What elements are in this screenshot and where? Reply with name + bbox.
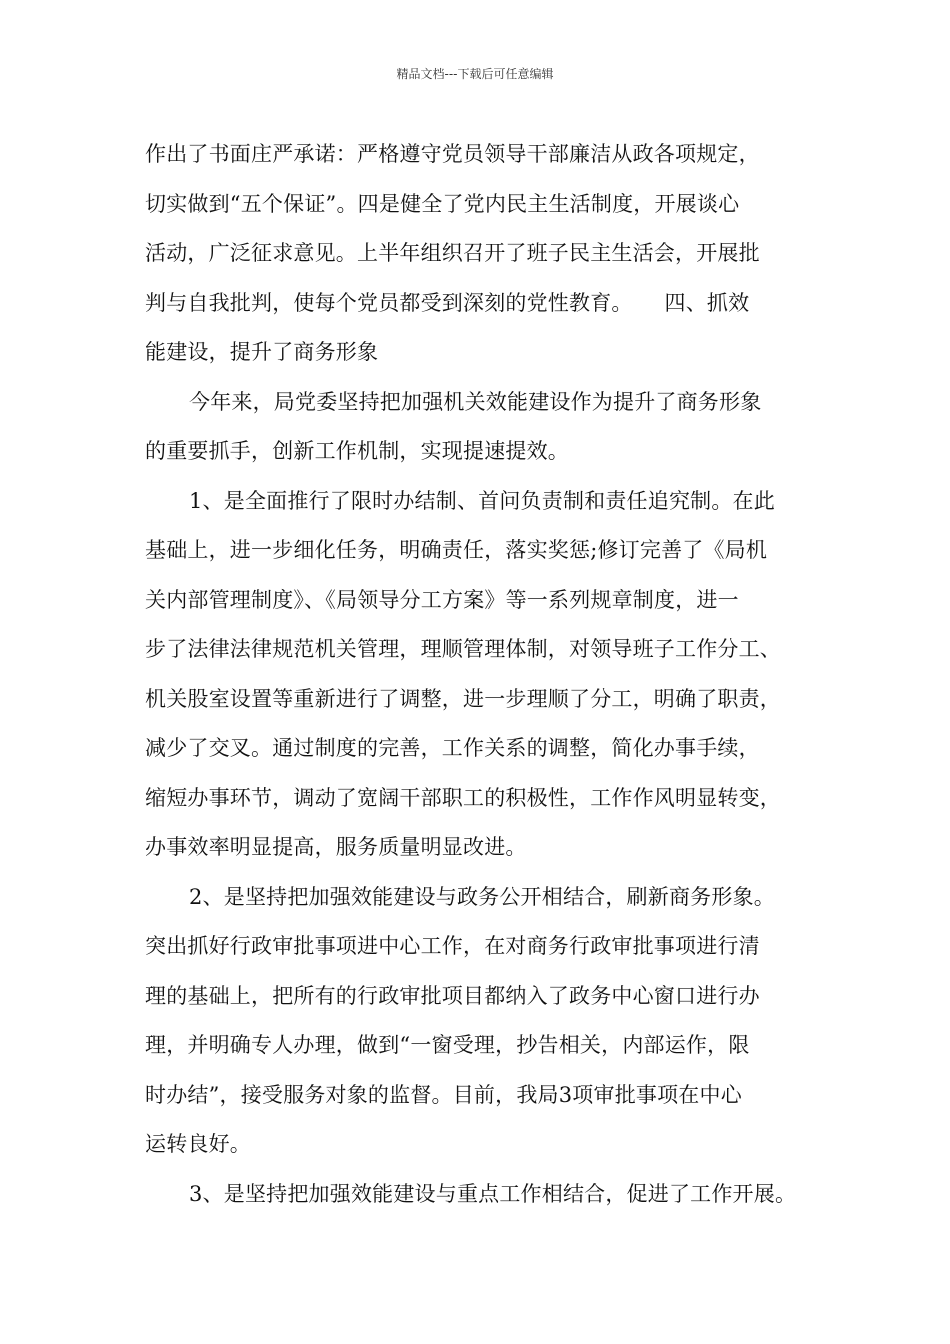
text-line: 关内部管理制度》、《局领导分工方案》等一系列规章制度，进一 [145,587,739,612]
text-line: 减少了交叉。通过制度的完善，工作关系的调整，简化办事手续， [145,736,760,760]
text-line: 基础上，进一步细化任务，明确责任，落实奖惩;修订完善了《局机 [145,538,768,562]
text-line: 步了法律法律规范机关管理，理顺管理体制，对领导班子工作分工、 [145,637,781,661]
text-line: 办事效率明显提高，服务质量明显改进。 [145,835,527,859]
text-line: 的重要抓手，创新工作机制，实现提速提效。 [145,439,569,463]
text-line: 切实做到“五个保证”。四是健全了党内民主生活制度，开展谈心 [145,191,740,216]
text-line: 突出抓好行政审批事项进中心工作，在对商务行政审批事项进行清 [145,934,760,958]
text-line: 缩短办事环节，调动了宽阔干部职工的积极性，工作作风明显转变， [145,785,781,810]
text-line: 能建设，提升了商务形象 [145,340,379,364]
text-line: 理，并明确专人办理，做到“一窗受理，抄告相关，内部运作，限 [145,1033,750,1057]
text-line: 理的基础上，把所有的行政审批项目都纳入了政务中心窗口进行办 [145,983,760,1008]
text-line: 机关股室设置等重新进行了调整，进一步理顺了分工，明确了职责， [145,686,781,711]
text-line: 作出了书面庄严承诺：严格遵守党员领导干部廉洁从政各项规定， [145,142,760,166]
page-header: 精品文档---下载后可任意编辑 [396,67,554,81]
paragraph-first-line: 3、是坚持把加强效能建设与重点工作相结合，促进了工作开展。 [189,1181,797,1206]
text-line: 判与自我批判，使每个党员都受到深刻的党性教育。 四、抓效 [145,290,750,315]
document-body [145,130,825,1219]
paragraph-first-line: 今年来，局党委坚持把加强机关效能建设作为提升了商务形象 [189,389,762,414]
paragraph-first-line: 2、是坚持把加强效能建设与政务公开相结合，刷新商务形象。 [189,884,775,909]
paragraph-first-line: 1、是全面推行了限时办结制、首问负责制和责任追究制。在此 [189,488,775,513]
text-line: 活动，广泛征求意见。上半年组织召开了班子民主生活会，开展批 [145,241,760,265]
text-line: 时办结”，接受服务对象的监督。目前，我局3项审批事项在中心 [145,1082,742,1107]
text-line: 运转良好。 [145,1132,251,1156]
